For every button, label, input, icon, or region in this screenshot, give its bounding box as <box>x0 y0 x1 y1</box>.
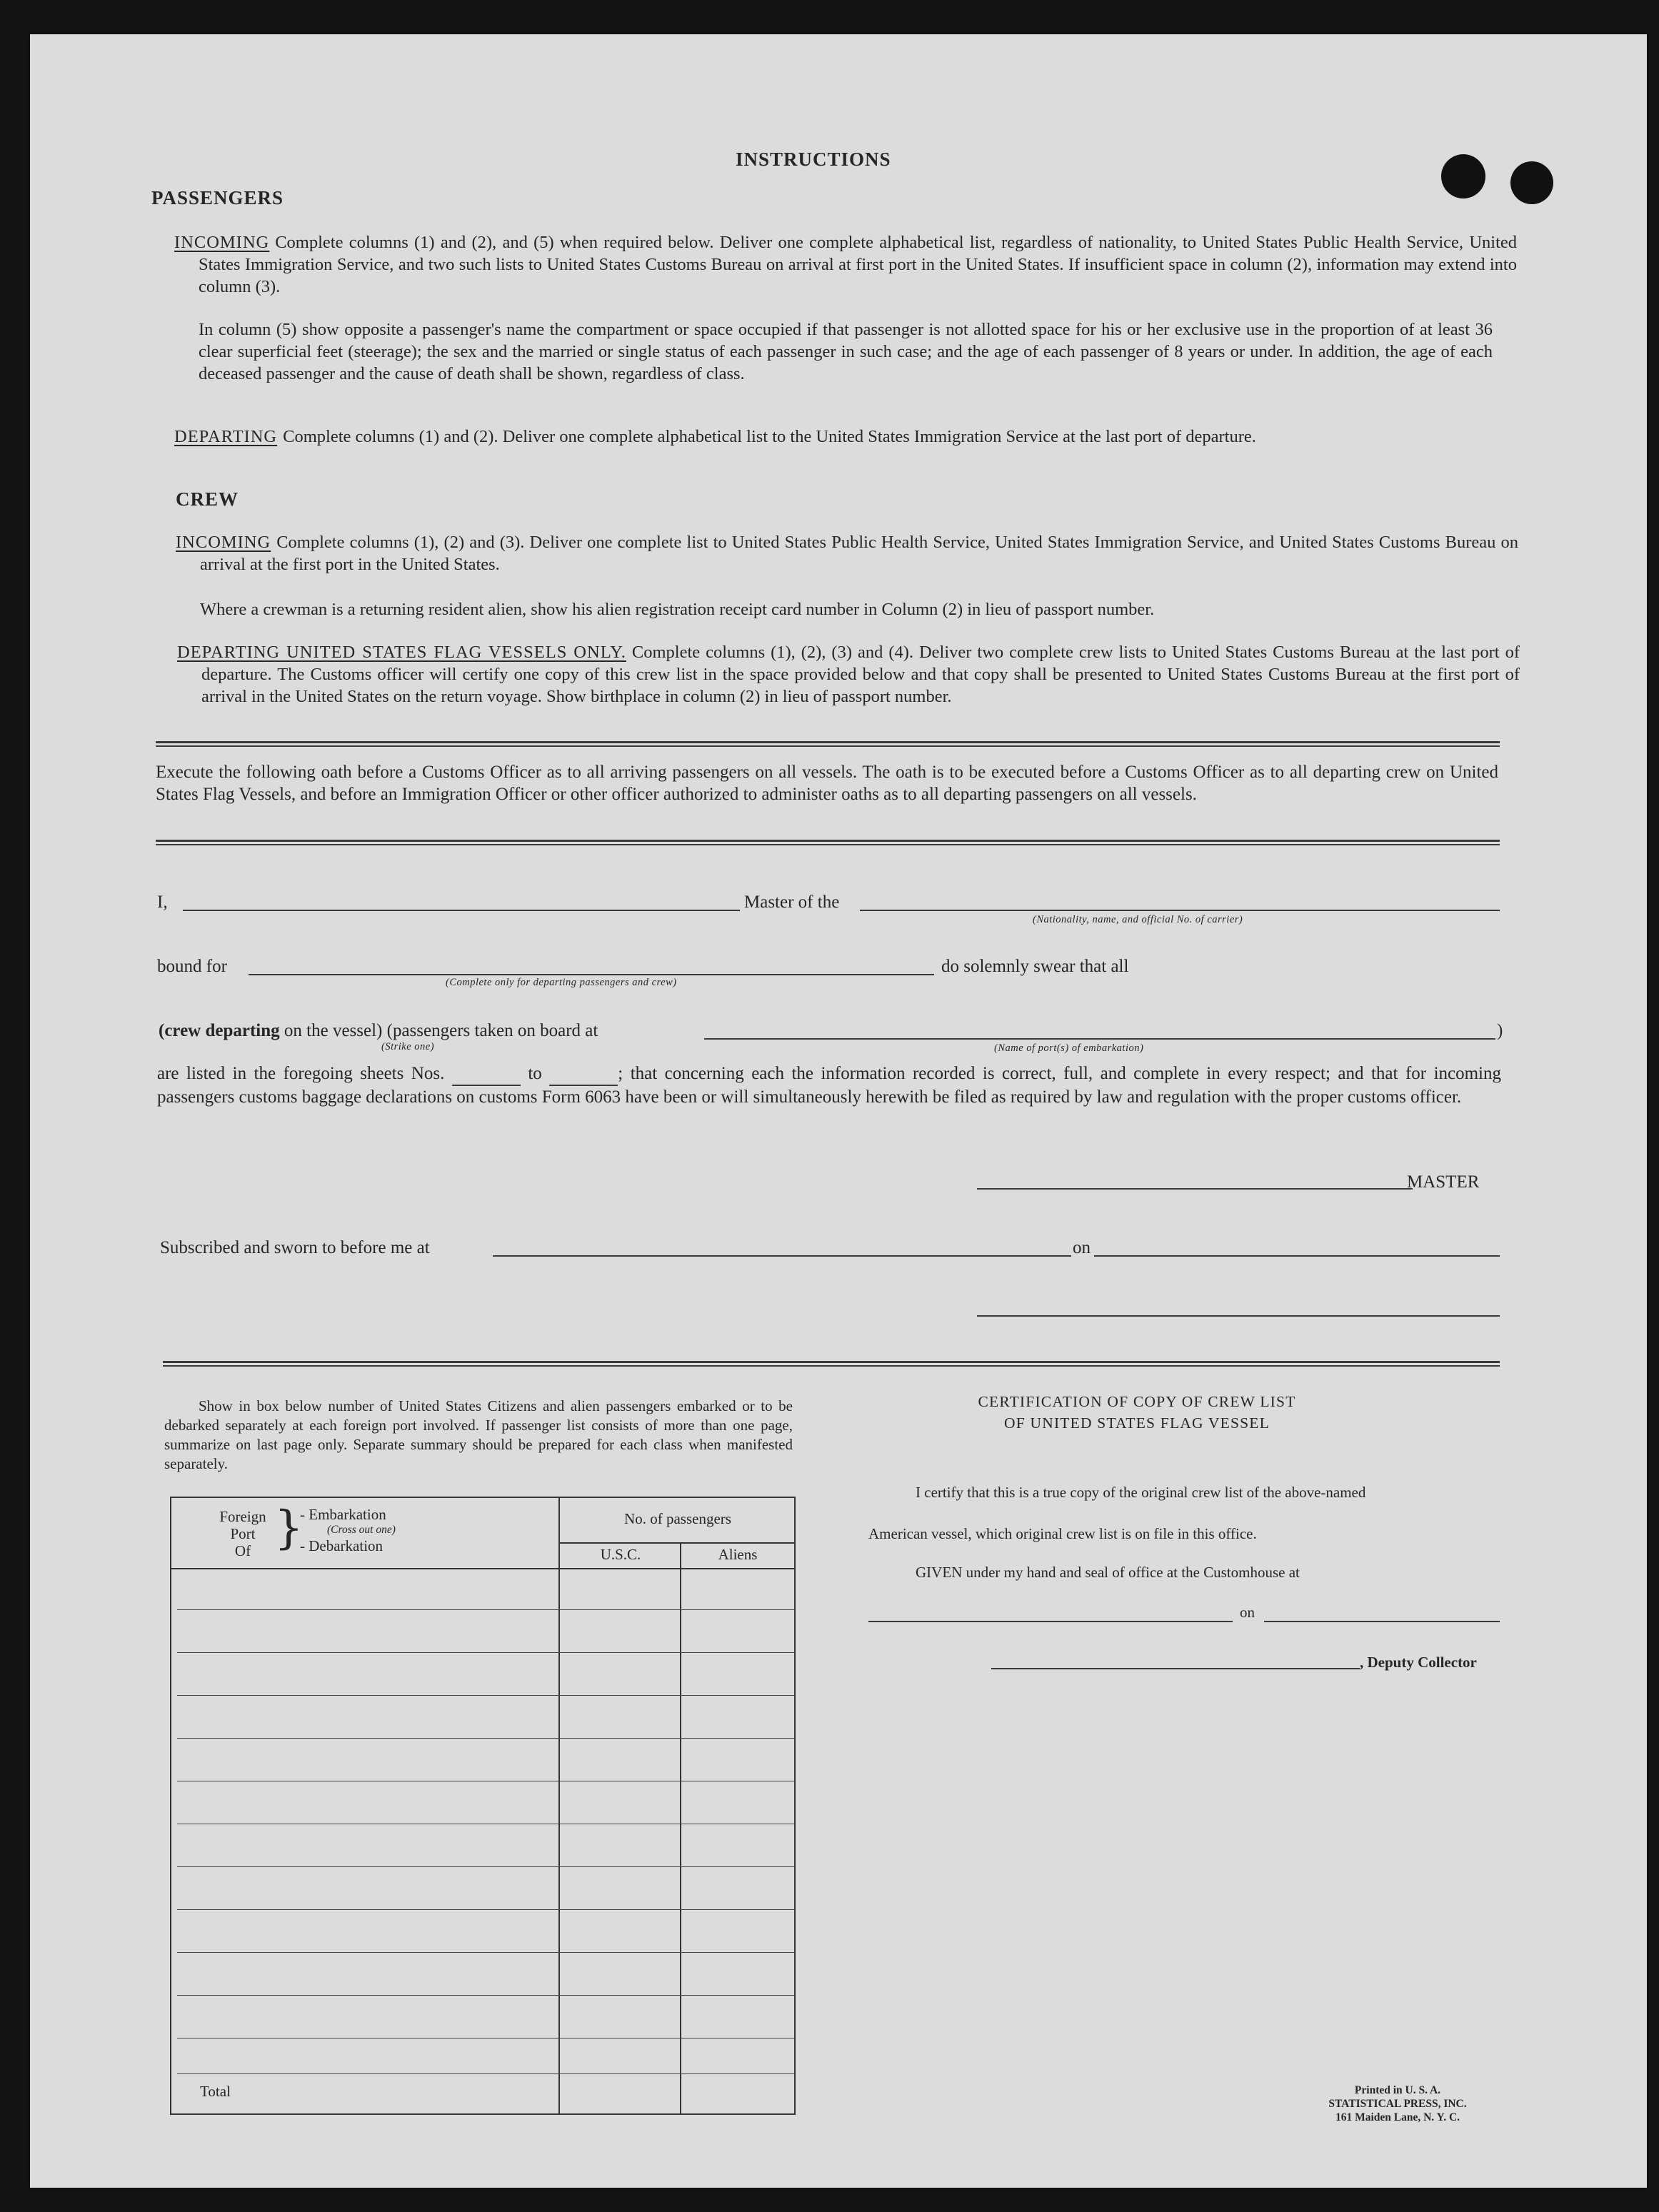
usc-column-line <box>558 1542 560 2113</box>
crew-departing-text: (crew departing <box>159 1021 280 1040</box>
summary-instructions-text: Show in box below number of United States Citizens and alien passengers embarked or to be debarked separately at each foreign port involved. If passenger list consists of more than one page, summarize on last page only. Separate summary should be prepared for each class when manifested separately. <box>164 1397 793 1472</box>
oath-i-label: I, <box>157 893 168 912</box>
punch-hole-right <box>1510 161 1553 204</box>
sworn-place-field[interactable] <box>493 1255 1071 1257</box>
passengers-incoming-text: Complete columns (1) and (2), and (5) when required below. Deliver one complete alphabetical list, regardless of nationality, to United States Public Health Service, United States Immigration Service, and two such lists to United States Customs Bureau on arrival at first port in the United States. If insufficient space in column (2), information may extend into column (3). <box>199 233 1517 296</box>
deputy-collector-label: , Deputy Collector <box>1360 1654 1477 1671</box>
carrier-field[interactable] <box>860 910 1500 911</box>
sheet-from-field[interactable] <box>452 1062 521 1086</box>
cert-date-field[interactable] <box>1264 1621 1500 1622</box>
cross-out-label: (Cross out one) <box>327 1524 396 1536</box>
master-of-the-label: Master of the <box>744 893 840 912</box>
listed-part2: ; that concerning each the information recorded is correct, full, and complete in every respect; and that for incoming passengers customs baggage declarations on customs Form 6063 have been or will simultaneously herewith be filed as required by law and regulation with the proper customs officer. <box>157 1064 1502 1107</box>
master-signature-field[interactable] <box>977 1188 1413 1190</box>
crew-incoming-label: INCOMING <box>176 533 271 552</box>
aliens-column-line <box>680 1542 681 2113</box>
table-row[interactable] <box>177 1866 794 1867</box>
certify-line2: American vessel, which original crew list is on file in this office. <box>868 1525 1257 1542</box>
crew-incoming-paragraph <box>176 531 1518 575</box>
no-passengers-header <box>558 1498 796 1544</box>
given-text: GIVEN under my hand and seal of office at the Customhouse at <box>916 1564 1300 1581</box>
bound-for-label: bound for <box>157 957 227 976</box>
passengers-incoming-label: INCOMING <box>174 233 270 252</box>
ports-field[interactable] <box>704 1038 1495 1040</box>
table-row[interactable] <box>177 1995 794 1996</box>
listed-part1: are listed in the foregoing sheets Nos. <box>157 1064 445 1083</box>
passengers-departing-paragraph <box>174 426 1517 448</box>
embarkation-label: - Embarkation <box>300 1506 386 1523</box>
crew-incoming-text: Complete columns (1), (2) and (3). Deliver one complete list to United States Public Health Service, United States Immigration Service, and United States Customs Bureau on arrival at the first port in the United States. <box>200 533 1518 574</box>
header-bottom-line <box>171 1568 794 1569</box>
embarkation-debarkation <box>300 1507 396 1554</box>
passengers-departing-label: DEPARTING <box>174 427 278 446</box>
table-row[interactable] <box>177 1909 794 1910</box>
bound-for-field[interactable] <box>249 974 934 975</box>
customhouse-field[interactable] <box>868 1621 1233 1622</box>
certify-line1: I certify that this is a true copy of the original crew list of the above-named <box>916 1484 1366 1501</box>
crew-resident-paragraph: Where a crewman is a returning resident alien, show his alien registration receipt card number in Column (2) in lieu of passport number. <box>200 600 1155 619</box>
nationality-caption: (Nationality, name, and official No. of carrier) <box>1033 914 1243 925</box>
certification-title-line2: OF UNITED STATES FLAG VESSEL <box>1004 1414 1270 1432</box>
crew-departing-paragraph <box>177 641 1520 708</box>
passengers-heading: PASSENGERS <box>151 187 284 208</box>
printer-line3: 161 Maiden Lane, N. Y. C. <box>1335 2111 1460 2123</box>
divider-3 <box>163 1361 1500 1367</box>
foreign-label: Foreign <box>219 1508 266 1525</box>
instructions-title: INSTRUCTIONS <box>736 149 891 170</box>
form-sheet <box>30 34 1647 2188</box>
summary-instructions <box>164 1397 793 1474</box>
crew-heading: CREW <box>176 488 239 510</box>
certification-title-line1: CERTIFICATION OF COPY OF CREW LIST <box>978 1393 1296 1410</box>
printer-imprint <box>1287 2083 1508 2124</box>
crew-departing-text: Complete columns (1), (2), (3) and (4). Deliver two complete crew lists to United States Customs Bureau at the last port of departure. The Customs officer will certify one copy of this crew list in the space provided below and that copy shall be presented to United States Customs Bureau at the first port of arrival in the United States on the return voyage. Show birthplace in column (2) in lieu of passport number. <box>201 643 1520 706</box>
oath-intro: Execute the following oath before a Customs Officer as to all arriving passengers on all vessels. The oath is to be executed before a Customs Officer as to all departing crew on United States Flag Vessels, and before an Immigration Officer or other officer authorized to administer oaths as to all departing passengers on all vessels. <box>156 763 1498 804</box>
punch-hole-left <box>1441 154 1485 198</box>
certification-title <box>916 1391 1358 1434</box>
usc-header: U.S.C. <box>600 1546 641 1563</box>
subscribed-label: Subscribed and sworn to before me at <box>160 1238 430 1257</box>
master-name-field[interactable] <box>183 910 740 911</box>
total-label: Total <box>200 2083 231 2100</box>
on-the-vessel-text: on the vessel) <box>284 1021 383 1040</box>
bound-for-caption: (Complete only for departing passengers and crew) <box>446 977 677 988</box>
passengers-taken-text: (passengers taken on board at <box>386 1021 598 1040</box>
officer-signature-field[interactable] <box>977 1315 1500 1317</box>
master-label: MASTER <box>1407 1172 1480 1192</box>
foreign-port-of <box>216 1508 270 1559</box>
table-row[interactable] <box>177 1952 794 1953</box>
passengers-departing-text: Complete columns (1) and (2). Deliver one complete alphabetical list to the United States Immigration Service at the last port of departure. <box>283 427 1256 446</box>
cert-on-label: on <box>1240 1604 1255 1621</box>
summary-box <box>170 1497 796 2115</box>
divider-2 <box>156 840 1500 845</box>
aliens-header: Aliens <box>718 1546 758 1563</box>
divider-1 <box>156 741 1500 747</box>
table-row[interactable] <box>177 1695 794 1696</box>
sheets-listed-paragraph <box>157 1062 1501 1108</box>
passengers-column5-paragraph: In column (5) show opposite a passenger's name the compartment or space occupied if that passenger is not allotted space for his or her exclusive use in the proportion of at least 36 clear superficial feet (steerage); the sex and the married or single status of each passenger in such case; and the age of each passenger of 8 years or under. In addition, the age of each deceased passenger and the cause of death shall be shown, regardless of class. <box>199 320 1493 383</box>
sworn-date-field[interactable] <box>1094 1255 1500 1257</box>
passengers-incoming-paragraph <box>174 231 1517 298</box>
sworn-on-label: on <box>1073 1238 1091 1257</box>
crew-departing-option <box>159 1020 598 1042</box>
table-row[interactable] <box>177 1609 794 1610</box>
printer-line2: STATISTICAL PRESS, INC. <box>1328 2098 1467 2110</box>
crew-departing-label: DEPARTING UNITED STATES FLAG VESSELS ONLY. <box>177 643 626 662</box>
of-label: Of <box>234 1542 251 1559</box>
port-label: Port <box>230 1525 256 1542</box>
no-passengers-label: No. of passengers <box>624 1510 731 1527</box>
strike-one-caption: (Strike one) <box>381 1041 435 1052</box>
printer-line1: Printed in U. S. A. <box>1354 2084 1441 2096</box>
table-row[interactable] <box>177 2073 794 2074</box>
brace-icon: } <box>274 1502 304 1554</box>
ports-caption: (Name of port(s) of embarkation) <box>994 1042 1144 1054</box>
solemnly-swear-text: do solemnly swear that all <box>941 957 1129 976</box>
deputy-signature-field[interactable] <box>991 1668 1360 1669</box>
listed-to: to <box>528 1064 542 1083</box>
table-row[interactable] <box>177 1652 794 1653</box>
table-row[interactable] <box>177 1738 794 1739</box>
close-paren: ) <box>1497 1021 1503 1040</box>
debarkation-label: - Debarkation <box>300 1537 384 1554</box>
sheet-to-field[interactable] <box>549 1062 618 1086</box>
